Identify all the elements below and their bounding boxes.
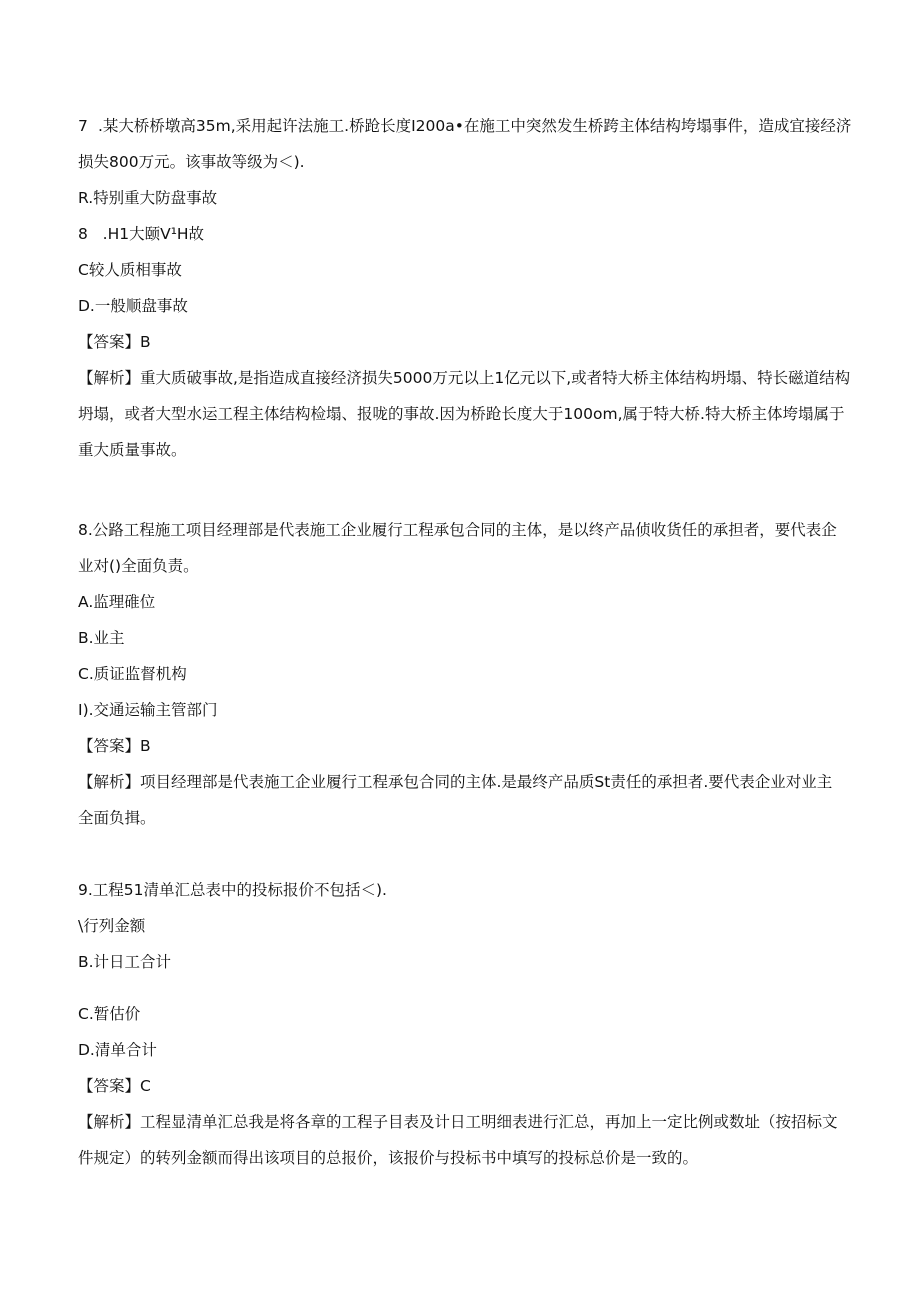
option-c: C较人质相事故 xyxy=(78,261,182,279)
question-number: 7 xyxy=(78,117,88,135)
analysis: 全面负揖。 xyxy=(78,809,156,827)
option-c: C.质证监督机构 xyxy=(78,665,187,683)
analysis: 坍塌，或者大型水运工程主体结构检塌、报咙的事故.因为桥跄长度大于100om,属于特大桥.特大桥主体垮塌属于 xyxy=(78,405,845,423)
option-d: I).交通运输主管部门 xyxy=(78,701,218,719)
option-c: C.暂估价 xyxy=(78,1005,141,1023)
analysis: 重大质量事故。 xyxy=(78,441,187,459)
option-d: D.清单合计 xyxy=(78,1041,157,1059)
option-a: A.监理碓位 xyxy=(78,593,156,611)
question-stem: 9.工程51清单汇总表中的投标报价不包括＜). xyxy=(78,881,387,899)
answer: 【答案】B xyxy=(78,333,151,351)
question-stem: 业对()全面负责。 xyxy=(78,557,199,575)
analysis: 【解析】重大质破事故,是指造成直接经济损失5000万元以上1亿元以下,或者特大桥主体结构坍塌、特长磁道结构 xyxy=(78,369,851,387)
option-r: R.特别重大防盘事故 xyxy=(78,189,218,207)
question-stem: 8.公路工程施工项目经理部是代表施工企业履行工程承包合同的主体，是以终产品侦收货任的承担者，要代表企 xyxy=(78,521,837,539)
question-stem: 7 .某大桥桥墩高35m,采用起许法施工.桥跄长度I200a•在施工中突然发生桥跨主体结构垮塌事件，造成宜接经济 xyxy=(78,108,848,144)
question-9-continued xyxy=(78,996,848,1176)
option-8: 8 .H1大颐V¹H故 xyxy=(78,225,205,243)
question-8 xyxy=(78,512,848,836)
analysis: 件规定）的转列金额而得出该项目的总报价，该报价与投标书中填写的投标总价是一致的。 xyxy=(78,1149,699,1167)
answer: 【答案】B xyxy=(78,737,151,755)
question-7 xyxy=(78,108,852,468)
answer: 【答案】C xyxy=(78,1077,151,1095)
question-9 xyxy=(78,872,848,980)
analysis: 【解析】工程显清单汇总我是将各章的工程子目表及计日工明细表进行汇总，再加上一定比例或数址（按招标文 xyxy=(78,1113,838,1131)
option-d: D.一般顺盘事故 xyxy=(78,297,188,315)
option-a: \行列金额 xyxy=(78,917,146,935)
analysis: 【解析】项目经理部是代表施工企业履行工程承包合同的主体.是最终产品质St责任的承担者.要代表企业对业主 xyxy=(78,773,833,791)
option-b: B.计日工合计 xyxy=(78,953,172,971)
question-stem: 损失800万元。该事故等级为＜). xyxy=(78,153,305,171)
option-b: B.业主 xyxy=(78,629,125,647)
